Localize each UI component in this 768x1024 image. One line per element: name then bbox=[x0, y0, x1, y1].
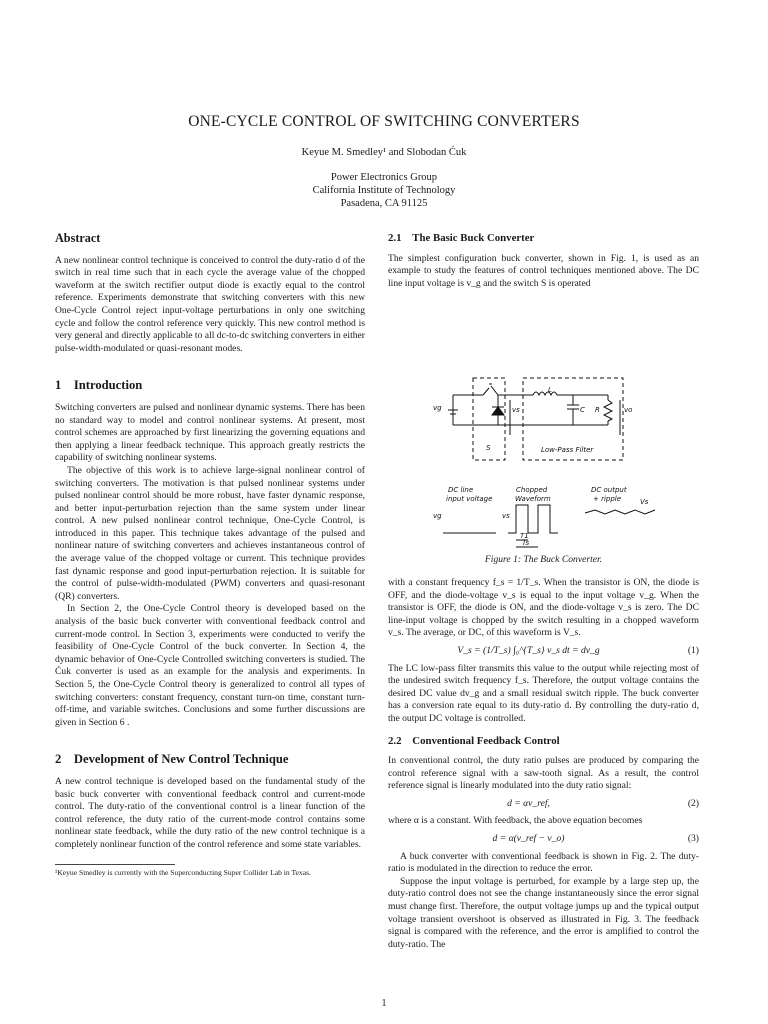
svg-text:Waveform: Waveform bbox=[515, 495, 551, 504]
svg-text:vs: vs bbox=[502, 512, 510, 521]
abstract-heading: Abstract bbox=[55, 231, 101, 245]
svg-text:DC line: DC line bbox=[448, 486, 474, 495]
equation-2-number: (2) bbox=[687, 797, 699, 809]
equation-3-number: (3) bbox=[687, 833, 699, 845]
section-2-text: A new control technique is developed based on the fundamental study of the basic buck converter with conventional feedback control and current-mode control. The duty-ratio of the conventional control is a linear function of the control reference, the duty ratio of the current-mode control contains some nonlinear state feedback, while the duty ratio of the new control technique is a completely nonlinear function of the control reference and some state variables. bbox=[55, 775, 365, 850]
svg-text:vs: vs bbox=[512, 406, 520, 415]
affiliation-line: California Institute of Technology bbox=[312, 185, 456, 196]
equation-1-body: V_s = (1/T_s) ∫₀^{T_s} v_s dt = dv_g bbox=[457, 644, 600, 656]
figure-caption: Figure 1: The Buck Converter. bbox=[484, 554, 603, 566]
svg-text:Vs: Vs bbox=[640, 498, 649, 507]
page-number: 1 bbox=[381, 998, 387, 1009]
section-2-2-text: A buck converter with conventional feedback is shown in Fig. 2. The duty-ratio is modulated in the direction to reduce the error. bbox=[388, 850, 699, 875]
svg-text:input voltage: input voltage bbox=[446, 495, 493, 504]
right-column bbox=[388, 232, 699, 951]
svg-text:Chopped: Chopped bbox=[516, 486, 548, 495]
intro-paragraph: Switching converters are pulsed and nonlinear dynamic systems. There has been no standard way to model and control nonlinear systems. At present, most control schemes are approached by first linearizing the governing equations and then applying a linear feedback technique. This approach greatly restricts the capability of switching nonlinear systems. bbox=[55, 401, 365, 464]
section-2-2-text: In conventional control, the duty ratio pulses are produced by comparing the control reference signal with a saw-tooth signal. As a result, the control reference signal is linearly modulated into the duty ratio signal: bbox=[388, 755, 699, 792]
svg-text:S: S bbox=[486, 444, 491, 453]
svg-text:+ ripple: + ripple bbox=[593, 495, 622, 504]
section-2-2-heading: 2.2 Conventional Feedback Control bbox=[388, 734, 560, 747]
affiliation-line: Pasadena, CA 91125 bbox=[340, 198, 428, 209]
svg-text:C: C bbox=[580, 406, 585, 415]
footnote-rule bbox=[55, 864, 175, 865]
abstract-text: A new nonlinear control technique is conceived to control the duty-ratio d of the switch in real time such that in each cycle the average value of the chopped waveform at the switch rectifier output diode is exactly equal to the control reference. Experiments demonstrate that switching converters with this new One-Cycle Control reject input-voltage perturbations in only one switching cycle and follow the control reference very quickly. This new control method is very general and directly applicable to all dc-to-dc switching converters in either pulse-width-modulated or quasi-resonant modes. bbox=[55, 254, 365, 354]
svg-text:DC output: DC output bbox=[591, 486, 627, 495]
footnote: ¹Keyue Smedley is currently with the Superconducting Super Collider Lab in Texas. bbox=[55, 867, 311, 877]
section-2-1-text: with a constant frequency f_s = 1/T_s. When the transistor is ON, the diode is OFF, and the diode-voltage v_s is equal to the input voltage v_g. When the transistor is OFF, the diode is ON, and the diode-voltage v_s is zero. The DC line-input voltage is chopped by the switch resulting in a chopped waveform v_s. The average, or DC, of this waveform is V_s. bbox=[388, 576, 699, 639]
equation-2 bbox=[388, 798, 699, 811]
svg-text:Ts: Ts bbox=[522, 539, 530, 548]
equation-3-body: d = α(v_ref − v_o) bbox=[492, 833, 565, 845]
section-2-1-heading: 2.1 The Basic Buck Converter bbox=[388, 232, 535, 244]
section-2-2-text: where α is a constant. With feedback, the above equation becomes bbox=[388, 815, 643, 827]
affiliation bbox=[0, 171, 768, 210]
section-2-2-text: Suppose the input voltage is perturbed, for example by a large step up, the duty-ratio control does not see the change instantaneously since the error signal must change first. Therefore, the output voltage jumps up and the typical output voltage transient overshoot is observed as illustrated in Fig. 3. The feedback signal is compared with the reference, and the error is amplified to control the duty-ratio. The bbox=[388, 875, 699, 950]
svg-text:L: L bbox=[548, 386, 552, 395]
authors: Keyue M. Smedley¹ and Slobodan Ćuk bbox=[301, 147, 467, 158]
section-2-1-intro: The simplest configuration buck converter, shown in Fig. 1, is used as an example to study the features of control techniques mentioned above. The DC line input voltage is v_g and the switch S is operated bbox=[388, 252, 699, 289]
section-2-heading: 2 Development of New Control Technique bbox=[55, 752, 289, 767]
equation-1-number: (1) bbox=[687, 644, 699, 656]
paper-title: ONE-CYCLE CONTROL OF SWITCHING CONVERTERS bbox=[188, 113, 580, 130]
svg-text:vg: vg bbox=[433, 512, 442, 521]
svg-text:R: R bbox=[595, 406, 600, 415]
section-2-1-text: The LC low-pass filter transmits this value to the output while rejecting most of the undesired switch frequency f_s. Therefore, the output voltage contains the desired DC value dv_g and a small residual switch ripple. The buck converter has a conversion rate equal to its duty-ratio d. By controlling the duty-ratio d, the output DC voltage is controlled. bbox=[388, 662, 699, 724]
equation-3 bbox=[388, 833, 699, 846]
svg-text:Low-Pass Filter: Low-Pass Filter bbox=[541, 446, 594, 455]
svg-text:vg: vg bbox=[433, 404, 442, 413]
intro-paragraph: The objective of this work is to achieve large-signal nonlinear control of switching converters. The motivation is that pulsed nonlinear systems under pulsed nonlinear control should be more robust, have faster dynamic response, and better input-perturbation rejection than the same system under linear control. A new pulsed nonlinear control technique, One-Cycle Control, is introduced in this paper. This technique takes advantage of the pulsed and nonlinear nature of switching converters and achieves instantaneous control of the average value of the chopped voltage or current. This technique provides fast dynamic response and good input-perturbation rejection. It is suitable for the control of pulse-width-modulated (PWM) converters and quasi-resonant (QR) converters. bbox=[55, 464, 365, 602]
svg-text:T1: T1 bbox=[520, 532, 529, 541]
equation-2-body: d = αv_ref, bbox=[507, 797, 550, 809]
equation-1 bbox=[388, 645, 699, 658]
left-column bbox=[55, 232, 365, 878]
affiliation-line: Power Electronics Group bbox=[330, 172, 438, 183]
section-1-heading: 1 Introduction bbox=[55, 378, 143, 393]
buck-converter-diagram bbox=[388, 300, 699, 550]
intro-paragraph: In Section 2, the One-Cycle Control theory is developed based on the analysis of the basic buck converter with conventional feedback control and current-mode control. In Section 3, experiments were conducted to verify the feasibility of One-Cycle Control of the buck converter. In Section 4, the dynamic behavior of One-Cycle Controlled switching converters is studied. The Ćuk converter is used as an example for the analysis and experiments. In Section 5, the One-Cycle Control theory is generalized to control all types of switching converters: constant frequency, constant turn-on time, constant turn-off-time, and variable switches. Conclusions and some further discussions are given in Section 6 . bbox=[55, 603, 365, 728]
svg-text:vo: vo bbox=[624, 406, 633, 415]
figure-buck-converter bbox=[388, 300, 699, 550]
